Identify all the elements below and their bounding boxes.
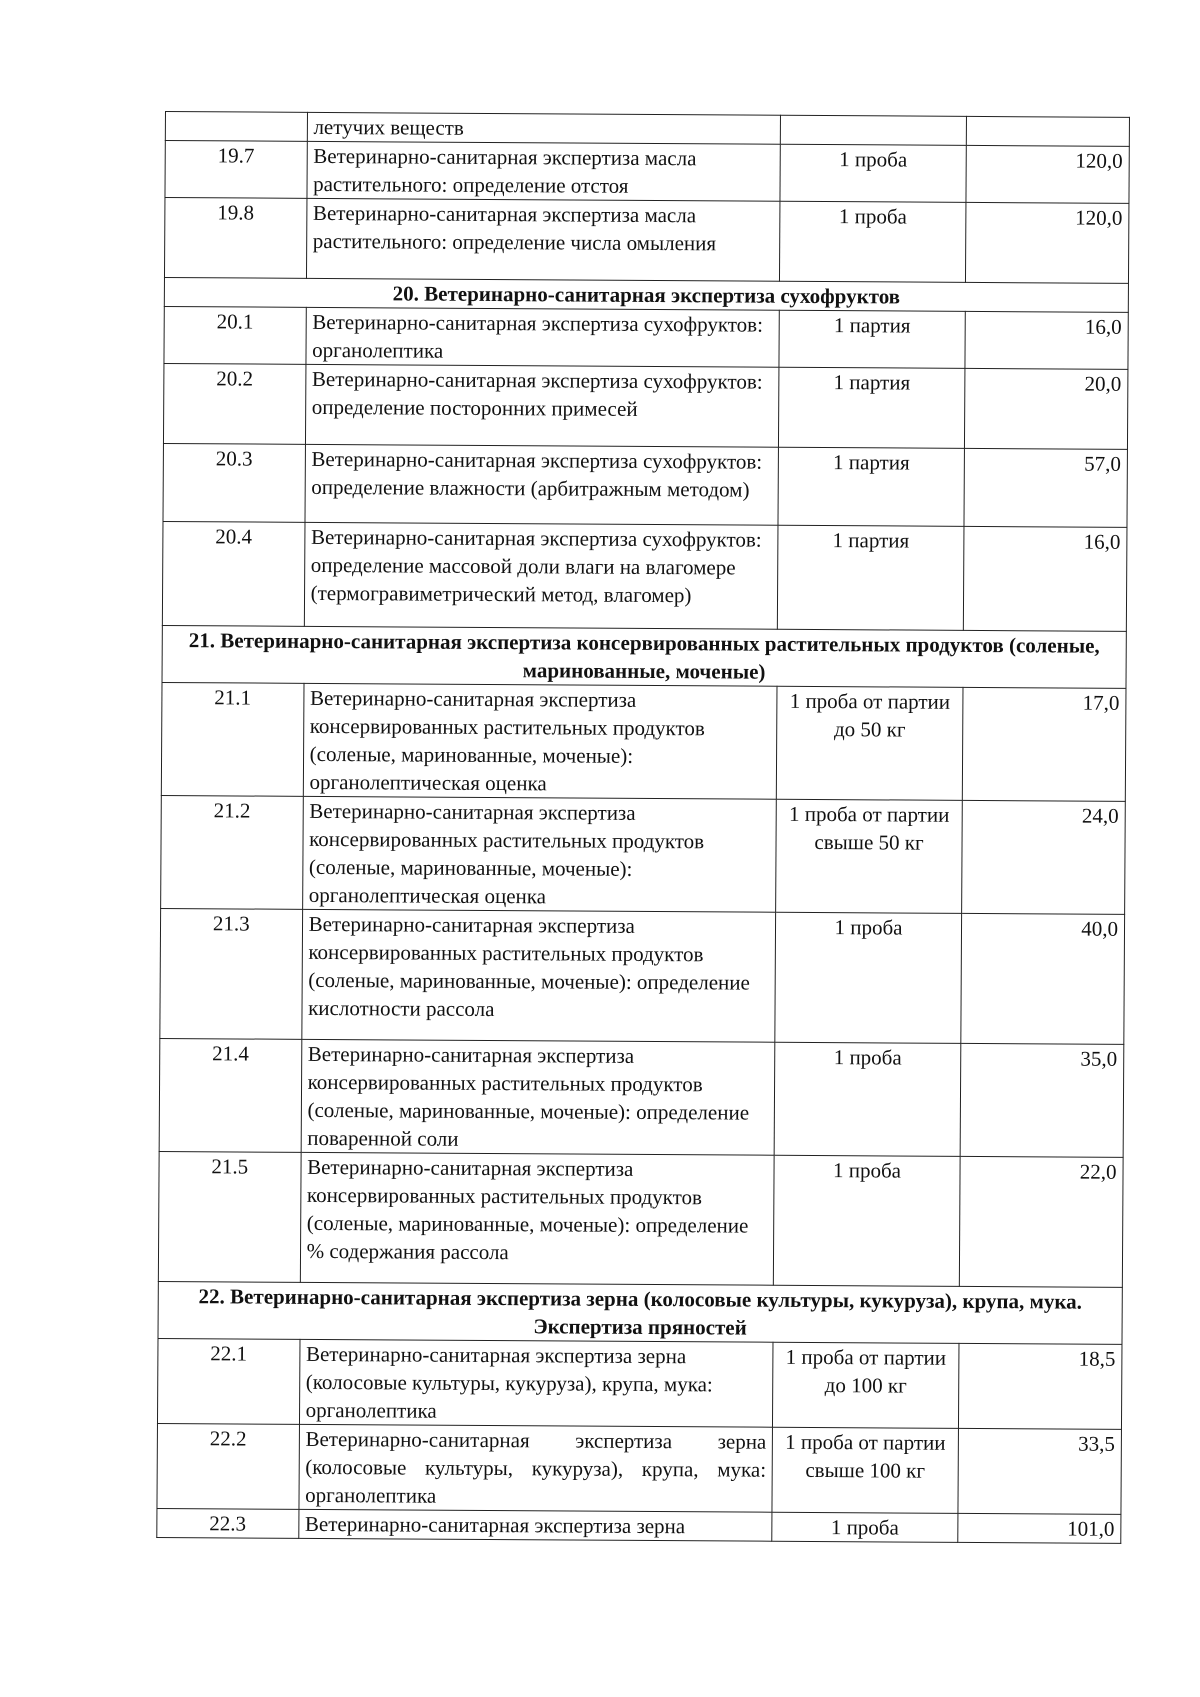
price-cell: 40,0 [960, 913, 1124, 1044]
unit-cell: 1 проба [775, 912, 961, 1043]
description-cell: Ветеринарно-санитарная экспертиза консервированных растительных продуктов (соленые, маринованные, моченые): определение % содержания рассола [300, 1152, 775, 1285]
table-row [160, 908, 1125, 1044]
unit-cell: 1 партия [779, 367, 965, 448]
description-cell: Ветеринарно-санитарная экспертиза зерна (колосовые культуры, кукуруза), крупа, мука: органолептика [299, 1339, 773, 1427]
description-cell: Ветеринарно-санитарная экспертиза консервированных растительных продуктов (соленые, маринованные, моченые): определение кислотности рассола [301, 909, 776, 1042]
price-cell: 22,0 [959, 1156, 1123, 1287]
unit-cell: 1 проба [774, 1155, 960, 1286]
unit-cell: 1 проба [780, 144, 966, 202]
unit-cell [781, 115, 966, 145]
item-number-cell: 19.8 [164, 198, 306, 279]
item-number-cell: 21.1 [161, 682, 303, 796]
section-header-row [162, 625, 1126, 688]
price-cell: 101,0 [957, 1513, 1121, 1543]
table-row [158, 1151, 1123, 1287]
description-cell: Ветеринарно-санитарная экспертиза масла растительного: определение отстоя [307, 141, 781, 201]
price-table [156, 111, 1130, 1544]
description-cell: Ветеринарно-санитарная экспертиза зерна [298, 1509, 772, 1541]
description-cell: летучих веществ [307, 112, 781, 144]
unit-cell: 1 проба от партии до 100 кг [773, 1342, 959, 1428]
description-cell: Ветеринарно-санитарная экспертиза сухофруктов: органолептика [306, 307, 780, 367]
item-number-cell: 19.7 [165, 141, 307, 199]
description-cell: Ветеринарно-санитарная экспертиза консервированных растительных продуктов (соленые, маринованные, моченые): органолептическая оценка [303, 683, 778, 799]
description-cell: Ветеринарно-санитарная экспертиза консервированных растительных продуктов (соленые, маринованные, моченые): определение поваренной соли [301, 1039, 776, 1155]
item-number-cell: 22.3 [157, 1508, 299, 1538]
item-number-cell: 21.3 [160, 908, 302, 1039]
unit-cell: 1 проба от партии до 50 кг [777, 686, 963, 800]
description-cell: Ветеринарно-санитарная экспертиза сухофруктов: определение посторонних примесей [305, 364, 779, 447]
description-cell: Ветеринарно-санитарная экспертиза сухофруктов: определение массовой доли влаги на влагомере (термогравиметрический метод, влагомер) [304, 522, 778, 629]
item-number-cell: 20.1 [164, 306, 306, 364]
table-row [164, 198, 1128, 284]
table-row [157, 1508, 1121, 1543]
table-row [157, 1338, 1122, 1429]
item-number-cell: 20.4 [162, 521, 304, 626]
description-cell: Ветеринарно-санитарная экспертиза масла растительного: определение числа омыления [306, 198, 780, 281]
unit-cell: 1 партия [778, 525, 964, 630]
price-cell: 57,0 [964, 448, 1128, 527]
unit-cell: 1 проба [772, 1512, 957, 1542]
price-cell: 17,0 [962, 687, 1126, 801]
item-number-cell: 21.5 [158, 1151, 300, 1282]
price-cell: 18,5 [958, 1343, 1122, 1429]
price-cell: 35,0 [960, 1043, 1124, 1157]
unit-cell: 1 проба [780, 201, 966, 282]
item-number-cell: 22.1 [157, 1338, 299, 1424]
price-cell: 33,5 [958, 1428, 1122, 1514]
unit-cell: 1 партия [779, 310, 965, 368]
table-row [161, 682, 1126, 801]
table-row [159, 1038, 1124, 1157]
description-cell: Ветеринарно-санитарная экспертиза сухофруктов: определение влажности (арбитражным методом) [305, 444, 779, 525]
section-title: 21. Ветеринарно-санитарная экспертиза консервированных растительных продуктов (соленые, маринованные, моченые) [162, 625, 1126, 688]
table-row [165, 141, 1129, 204]
unit-cell: 1 партия [778, 447, 964, 526]
price-cell: 24,0 [961, 800, 1125, 914]
price-cell: 120,0 [965, 202, 1129, 283]
item-number-cell: 21.4 [159, 1038, 301, 1152]
item-number-cell [165, 112, 307, 142]
item-number-cell: 20.2 [163, 363, 305, 444]
price-cell: 16,0 [965, 311, 1129, 369]
table-row [161, 795, 1126, 914]
item-number-cell: 22.2 [157, 1423, 299, 1509]
section-title: 20. Ветеринарно-санитарная экспертиза сухофруктов [164, 277, 1128, 312]
description-cell: Ветеринарно-санитарная экспертиза зерна (колосовые культуры, кукуруза), крупа, мука: органолептика [299, 1424, 773, 1512]
section-title: 22. Ветеринарно-санитарная экспертиза зерна (колосовые культуры, кукуруза), крупа, мука. Экспертиза пряностей [158, 1281, 1122, 1344]
item-number-cell: 21.2 [161, 795, 303, 909]
unit-cell: 1 проба от партии свыше 100 кг [772, 1427, 958, 1513]
table-row [157, 1423, 1122, 1514]
table-row [163, 363, 1127, 449]
unit-cell: 1 проба от партии свыше 50 кг [776, 799, 962, 913]
unit-cell: 1 проба [775, 1042, 961, 1156]
price-cell [966, 116, 1130, 146]
price-cell: 16,0 [963, 526, 1127, 631]
table-row [164, 306, 1128, 369]
price-cell: 120,0 [966, 145, 1130, 203]
table-row [162, 521, 1127, 631]
item-number-cell: 20.3 [163, 443, 305, 522]
table-body [157, 112, 1130, 1544]
description-cell: Ветеринарно-санитарная экспертиза консервированных растительных продуктов (соленые, маринованные, моченые): органолептическая оценка [302, 796, 777, 912]
section-header-row [158, 1281, 1122, 1344]
table-row [163, 443, 1127, 527]
price-cell: 20,0 [964, 368, 1128, 449]
